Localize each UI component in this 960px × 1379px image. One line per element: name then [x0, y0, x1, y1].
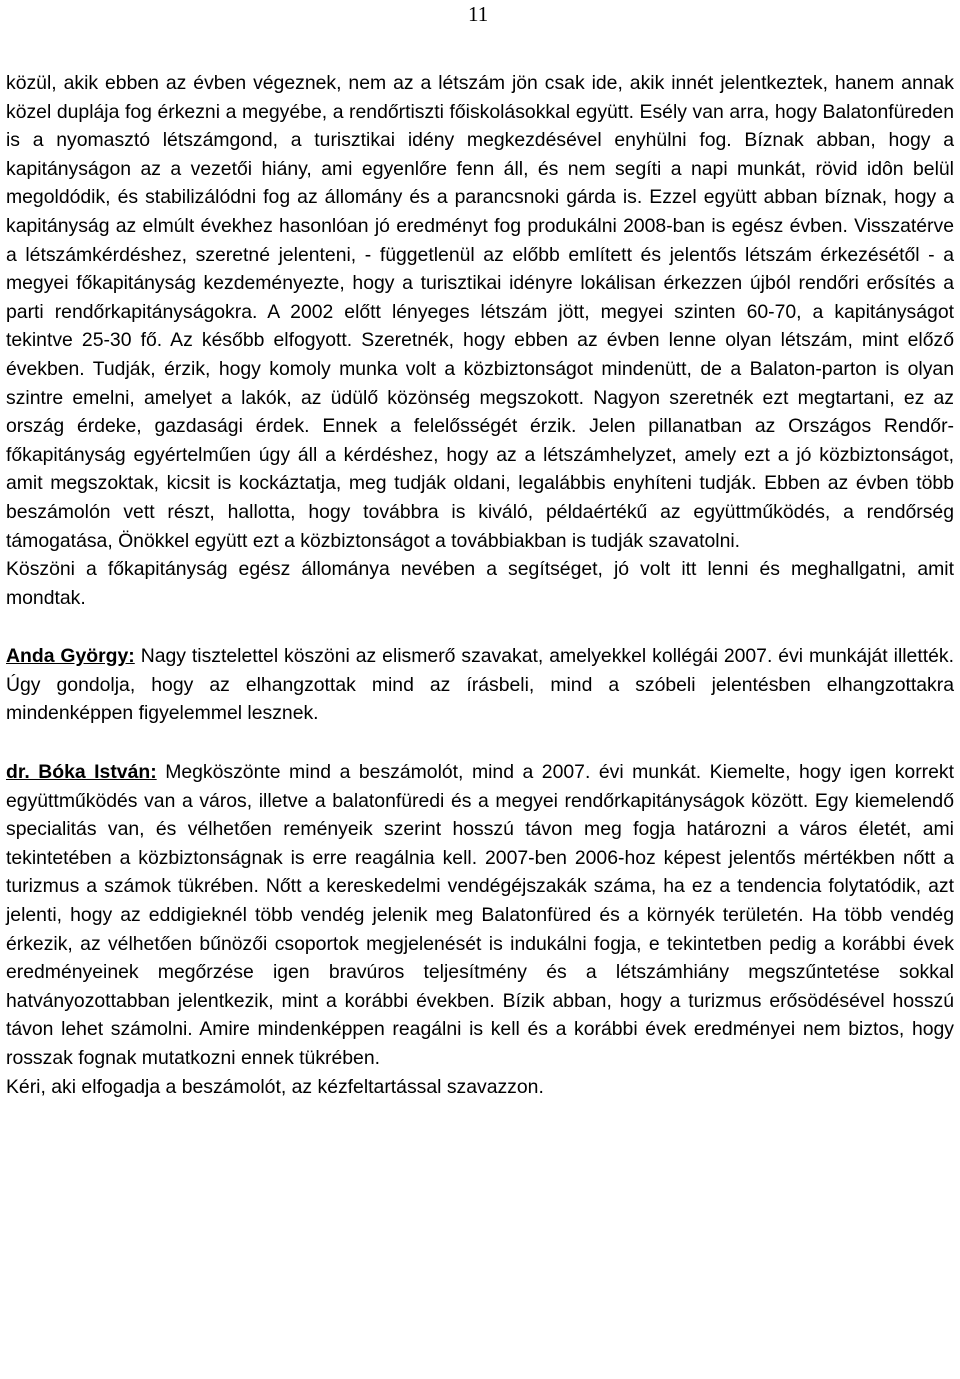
document-body — [6, 69, 954, 1101]
paragraph-gap — [6, 728, 954, 758]
speaker-name: dr. Bóka István: — [6, 761, 157, 784]
paragraph-vote-request: Kéri, aki elfogadja a beszámolót, az kézfeltartással szavazzon. — [6, 1075, 544, 1098]
speaker-name: Anda György: — [6, 645, 135, 668]
paragraph-boka-istvan — [6, 758, 954, 1073]
speech-text: Nagy tisztelettel köszöni az elismerő szavakat, amelyekkel kollégái 2007. évi munkáját illették. Úgy gondolja, hogy az elhangzottak mind az írásbeli, mind a szóbeli jelentésben elhangzottakra mindenképpen figyelemmel lesznek. — [6, 645, 954, 725]
paragraph-thanks: Köszöni a főkapitányság egész állománya nevében a segítséget, jó volt itt lenni és meghallgatni, amit mondtak. — [6, 558, 954, 609]
paragraph-police-report: közül, akik ebben az évben végeznek, nem az a létszám jön csak ide, akik innét jelentkeztek, hanem annak közel duplája fog érkezni a megyébe, a rendőrtiszti főiskolásokkal együtt. Esély van arra, hogy Balatonfüreden is a nyomasztó létszámgond, a turisztikai idény megkezdésével enyhülni fog. Bíznak abban, hogy a kapitányságon az a vezetői hiány, ami egyenlőre fenn áll, és nem segíti a napi munkát, rövid idôn belül megoldódik, és stabilizálódni fog az állomány és a parancsnoki gárda is. Ezzel együtt abban bíznak, hogy a kapitányság az elmúlt évekhez hasonlóan jó eredményt fog produkálni 2008-ban is egész évben. Visszatérve a létszámkérdéshez, szeretné jelenteni, - függetlenül az előbb említett és jelentős létszám érkezésétől - a megyei főkapitányság kezdeményezte, hogy a turisztikai idényre lokálisan érkezzen újból rendőri erősítés a parti rendőrkapitányságokra. A 2002 előtt lényeges létszám jött, megyei szinten 60-70, a kapitányságot tekintve 25-30 fő. Az később elfogyott. Szeretnék, hogy ebben az évben lenne olyan létszám, mint előző években. Tudják, érzik, hogy komoly munka volt a közbiztonságot mindenütt, de a Balaton-parton is olyan szintre emelni, amelyet a lakók, az üdülő közönség megszokott. Nagyon szeretnék ezt megtartani, ez az ország érdeke, gazdasági érdek. Ennek a felelősségét érzik. Jelen pillanatban az Országos Rendőr-főkapitányság egyértelműen úgy áll a kérdéshez, hogy az a létszámhelyzet, amely ezt a jó közbiztonságot, amit megszoktak, kicsit is kockáztatja, meg tudják oldani, legalábbis enyhíteni tudják. Ebben az évben több beszámolón vett részt, hallotta, hogy továbbra is kiváló, példaértékű az együttműködés, a rendőrség támogatása, Önökkel együtt ezt a közbiztonságot a továbbiakban is tudják szavatolni. — [6, 72, 954, 552]
paragraph-anda-gyorgy — [6, 642, 954, 728]
speech-text: Megköszönte mind a beszámolót, mind a 2007. évi munkát. Kiemelte, hogy igen korrekt együttműködés van a város, illetve a balatonfüredi és a megyei rendőrkapitányságok között. Egy kiemelendő specialitás van, és vélhetően reményeik szerint hosszú távon meg fogja határozni a város életét, ami tekintetében a közbiztonságnak is erre reagálnia kell. 2007-ben 2006-hoz képest jelentős mértékben nőtt a turizmus a számok tükrében. Nőtt a kereskedelmi vendégéjszakák száma, ha ez a tendencia folytatódik, azt jelenti, hogy az eddigieknél több vendég jelenik meg Balatonfüred és a környék területén. Ha több vendég érkezik, az vélhetően bűnözői csoportok megjelenését is indukálni fogja, e tekintetben pedig a korábbi évek eredményeinek megőrzése igen bravúros teljesítmény és a létszámhiány megszűntetése sokkal hatványozottabban jelentkezik, mint a korábbi években. Bízik abban, hogy a turizmus erősödésével hosszú távon lehet számolni. Amire mindenképpen reagálni is kell és a korábbi évek eredményei nem biztos, hogy rosszak fognak mutatkozni ennek tükrében. — [6, 761, 955, 1069]
paragraph-gap — [6, 612, 954, 642]
page-number: 11 — [468, 2, 489, 26]
